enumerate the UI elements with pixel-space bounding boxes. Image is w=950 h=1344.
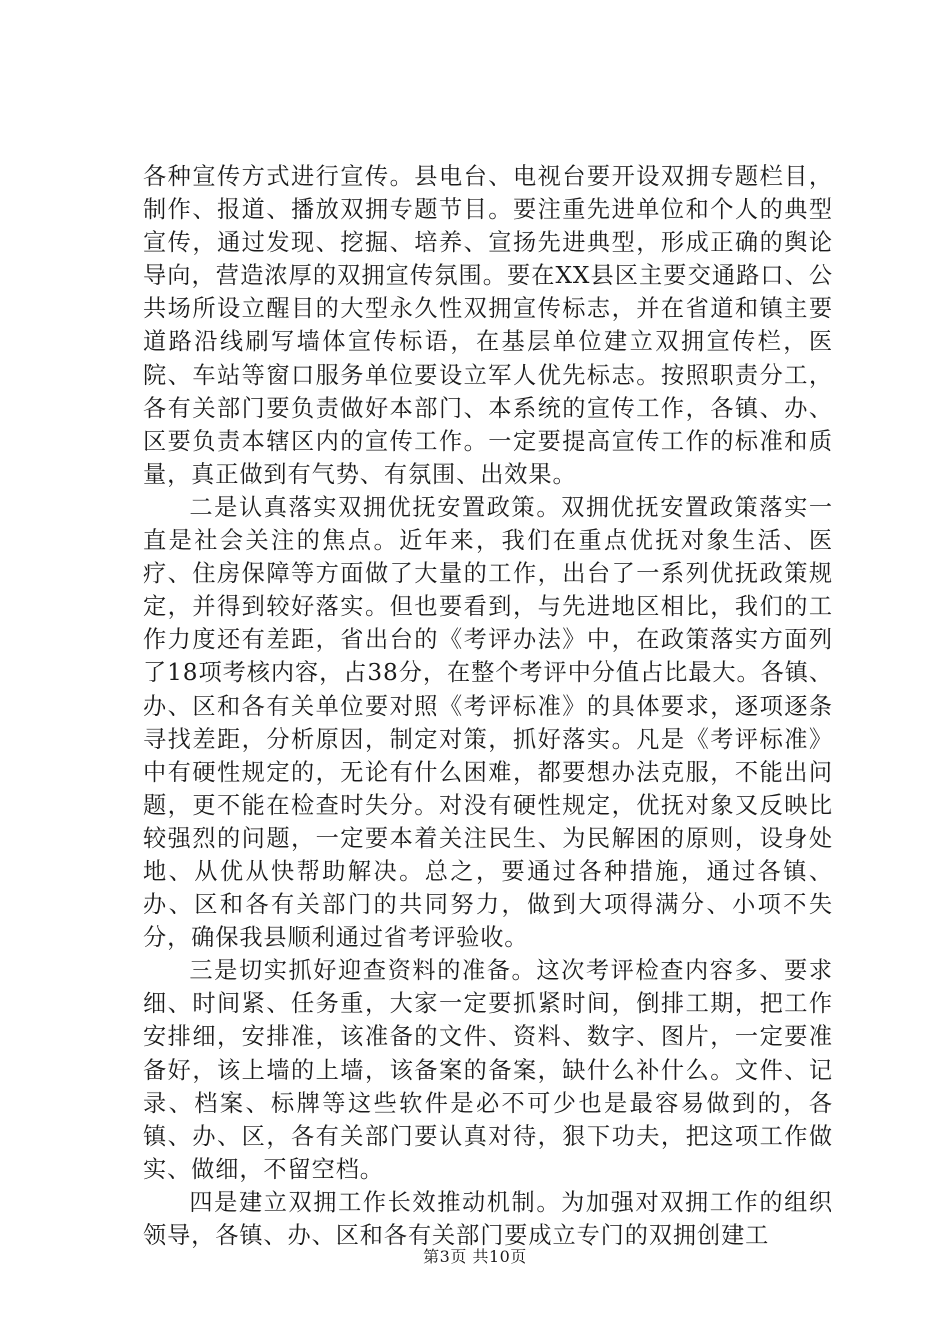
paragraph-publicity: 各种宣传方式进行宣传。县电台、电视台要开设双拥专题栏目，制作、报道、播放双拥专题节目。要注重先进单位和个人的典型宣传，通过发现、挖掘、培养、宣扬先进典型，形成正确的舆论导向，营造浓厚的双拥宣传氛围。要在XX县区主要交通路口、公共场所设立醒目的大型永久性双拥宣传标志，并在省道和镇主要道路沿线刷写墙体宣传标语，在基层单位建立双拥宣传栏，医院、车站等窗口服务单位要设立军人优先标志。按照职责分工，各有关部门要负责做好本部门、本系统的宣传工作，各镇、办、区要负责本辖区内的宣传工作。一定要提高宣传工作的标准和质量，真正做到有气势、有氛围、出效果。 bbox=[143, 163, 833, 488]
page-number-footer: 第3页 共10页 bbox=[423, 1247, 527, 1266]
paragraph-inspection-materials: 三是切实抓好迎查资料的准备。这次考评检查内容多、要求细、时间紧、任务重，大家一定要抓紧时间，倒排工期，把工作安排细，安排准，该准备的文件、资料、数字、图片，一定要准备好，该上墙的上墙，该备案的备案，缺什么补什么。文件、记录、档案、标牌等这些软件是必不可少也是最容易做到的，各镇、办、区，各有关部门要认真对待，狠下功夫，把这项工作做实、做细，不留空档。 bbox=[143, 957, 833, 1183]
paragraph-long-term-mechanism: 四是建立双拥工作长效推动机制。为加强对双拥工作的组织领导，各镇、办、区和各有关部门要成立专门的双拥创建工 bbox=[143, 1188, 833, 1249]
document-body bbox=[143, 160, 833, 1252]
paragraph-policy-implementation: 二是认真落实双拥优抚安置政策。双拥优抚安置政策落实一直是社会关注的焦点。近年来，我们在重点优抚对象生活、医疗、住房保障等方面做了大量的工作，出台了一系列优抚政策规定，并得到较好落实。但也要看到，与先进地区相比，我们的工作力度还有差距，省出台的《考评办法》中，在政策落实方面列了18项考核内容，占38分，在整个考评中分值占比最大。各镇、办、区和各有关单位要对照《考评标准》的具体要求，逐项逐条寻找差距，分析原因，制定对策，抓好落实。凡是《考评标准》中有硬性规定的，无论有什么困难，都要想办法克服，不能出问题，更不能在检查时失分。对没有硬性规定，优抚对象又反映比较强烈的问题，一定要本着关注民生、为民解困的原则，设身处地、从优从快帮助解决。总之，要通过各种措施，通过各镇、办、区和各有关部门的共同努力，做到大项得满分、小项不失分，确保我县顺利通过省考评验收。 bbox=[143, 493, 833, 952]
